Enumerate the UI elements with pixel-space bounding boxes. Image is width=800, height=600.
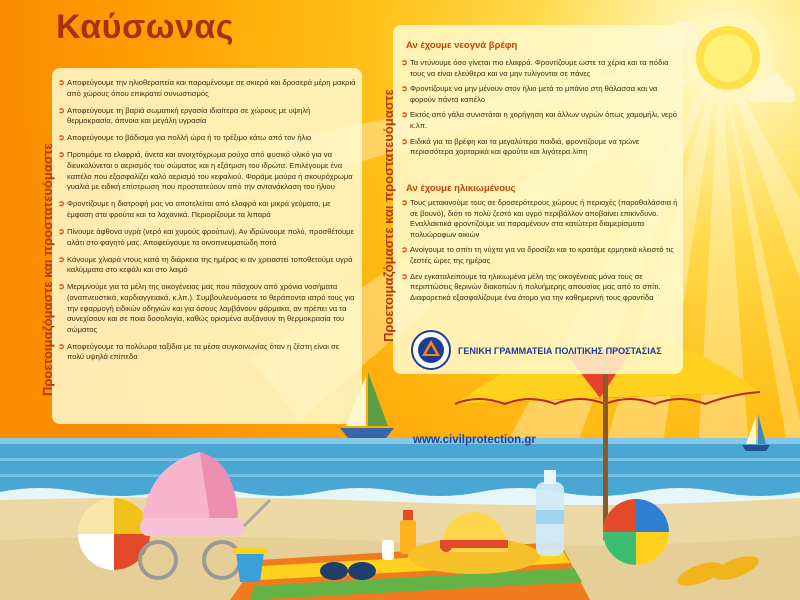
list-item-text: Τα ντύνουμε όσο γίνεται πιο ελαφρά. Φροντίζουμε ώστε τα χέρια και τα πόδια τους να είναι ελεύθερα και να μην τυλίγονται σε πάνες [410, 58, 669, 78]
arrow-bullet-icon: ➲ [401, 110, 408, 120]
list-item [401, 84, 679, 105]
vertical-heading-right: Προετοιμαζόμαστε και προστατευόμαστε [381, 89, 396, 342]
list-item-text: Εκτός από γάλα συνιστάται η χορήγηση και άλλων υγρών όπως χαμομήλι, νερό κ.λπ. [410, 110, 677, 130]
list-item [58, 255, 356, 276]
list-item-text: Κάνουμε χλιαρά ντους κατά τη διάρκεια της ημέρας κι αν χρειαστεί τοποθετούμε υγρά καλύμματα στο κεφάλι και στο λαιμό [67, 254, 353, 275]
arrow-bullet-icon: ➲ [58, 133, 65, 143]
list-item-text: Μεριμνούμε για τα μέλη της οικογένειας μας που πάσχουν από χρόνια νοσήματα (αναπνευστικά, καρδιαγγειακά, κ.λπ.). Συμβουλευόμαστε το θεράποντα ιατρό τους για την εφαρμογή ειδικών οδηγιών και για όσους λαμβάνουν φάρμακα, αν πρέπει να τα συνεχίσουν και σε ποια δοσολογία, καθώς ορισμένα αυξάνουν τη θερμοκρασία του σώματος [67, 282, 355, 334]
arrow-bullet-icon: ➲ [401, 58, 408, 67]
list-item [58, 342, 356, 363]
arrow-bullet-icon: ➲ [58, 78, 65, 87]
infants-heading: Αν έχουμε νεογνά βρέφη [406, 40, 518, 51]
list-item-text: Αποφεύγουμε τη βαριά σωματική εργασία ιδιαίτερα σε χώρους με υψηλή θερμοκρασία, άπνοια και μεγάλη υγρασία [67, 105, 311, 126]
list-item [401, 110, 679, 131]
list-item [58, 106, 356, 127]
list-item [401, 272, 679, 304]
list-item-text: Τους μετακινούμε τους σε δροσερότερους χώρους ή περιοχές (παραθαλάσσια ή σε βουνό), διότι το πολύ ζεστό και υγρό περιβάλλον αποβαίνει επικίνδυνο. Εναλλακτικά φροντίζουμε να παραμένουν στα κατώτερα διαμερίσματα πολυώροφων οικιών [410, 198, 678, 239]
arrow-bullet-icon: ➲ [401, 136, 408, 146]
list-item [401, 245, 679, 266]
list-item [401, 137, 679, 158]
civil-protection-logo [411, 330, 451, 370]
list-item-text: Αποφεύγουμε τα πολύωρα ταξίδια με τα μέσα συγκοινωνίας όταν η ζέστη είναι σε πολύ υψηλά επίπεδα [67, 341, 340, 362]
list-item [58, 133, 356, 144]
vertical-heading-left: Προετοιμαζόμαστε και προστατευόμαστε [40, 143, 55, 396]
list-item-text: Αποφεύγουμε την ηλιοθεραπεία και παραμένουμε σε σκιερά και δροσερά μέρη μακριά από χώρους όπου επικρατεί συνωστισμός [67, 78, 356, 98]
arrow-bullet-icon: ➲ [58, 254, 65, 264]
left-tips-list [58, 78, 356, 370]
organization-name: ΓΕΝΙΚΗ ΓΡΑΜΜΑΤΕΙΑ ΠΟΛΙΤΙΚΗΣ ΠΡΟΣΤΑΣΙΑΣ [458, 346, 662, 356]
list-item [58, 78, 356, 99]
arrow-bullet-icon: ➲ [58, 227, 65, 237]
list-item-text: Δεν εγκαταλείπουμε τα ηλικιωμένα μέλη της οικογένειας μόνα τους σε περιπτώσεις θερινών διακοπών ή πολυήμερης απουσίας μας από το σπίτι. Διαφορετικά εξασφαλίζουμε ένα άτομο για την καθημερινή τους φροντίδα [410, 271, 661, 302]
list-item [58, 282, 356, 335]
list-item-text: Ειδικά για τα βρέφη και τα μεγαλύτερα παιδιά, φροντίζουμε να τρώνε περισσότερα χορταρικά και φρούτα και λιγότερα λίπη [410, 136, 640, 157]
list-item-text: Αποφεύγουμε το βάδισμα για πολλή ώρα ή το τρέξιμο κάτω από τον ήλιο [67, 133, 312, 143]
list-item [401, 58, 679, 79]
beach-ball-icon [603, 499, 669, 565]
elderly-heading: Αν έχουμε ηλικιωμένους [406, 183, 516, 194]
page-title: Καύσωνας [56, 8, 234, 46]
list-item-text: Πίνουμε άφθονα υγρά (νερό και χυμούς φρούτων). Αν ιδρώνουμε πολύ, προσθέτουμε αλάτι στο φαγητό μας. Αποφεύγουμε τα οινοπνευματώδη ποτά [67, 227, 354, 247]
list-item-text: Φροντίζουμε να μην μένουν στον ήλιο μετά το μπάνιο στη θάλασσα και να φορούν πάντα καπέλο [410, 84, 658, 104]
arrow-bullet-icon: ➲ [58, 105, 65, 115]
list-item [58, 150, 356, 192]
elderly-tips-list [401, 198, 679, 308]
website-link[interactable]: www.civilprotection.gr [413, 434, 536, 446]
list-item-text: Φροντίζουμε η διατροφή μας να αποτελείται από ελαφρά και μικρά γεύματα, με έμφαση στα φρούτα και τα λαχανικά. Περιορίζουμε τα λιπαρά [67, 199, 331, 219]
arrow-bullet-icon: ➲ [401, 198, 408, 207]
arrow-bullet-icon: ➲ [58, 341, 65, 351]
arrow-bullet-icon: ➲ [401, 84, 408, 94]
arrow-bullet-icon: ➲ [58, 150, 65, 160]
infants-tips-list [401, 58, 679, 163]
list-item [58, 227, 356, 248]
arrow-bullet-icon: ➲ [58, 199, 65, 209]
list-item [401, 198, 679, 240]
list-item-text: Προτιμάμε τα ελαφριά, άνετα και ανοιχτόχρωμα ρούχα από φυσικό υλικό για να διευκολύνεται ο αερισμός του σώματος και η εξάτμιση του ιδρώτα. Επιλέγουμε ένα καπέλο που εξασφαλίζει καλό αερισμό του κεφαλιού. Φοράμε μαύρα ή σκουρόχρωμα γυαλιά με ειδική επίστρωση που προστατεύουν από την αντανάκλαση του ήλιου [67, 150, 353, 192]
arrow-bullet-icon: ➲ [58, 282, 65, 292]
sea [0, 438, 800, 505]
list-item [58, 199, 356, 220]
list-item-text: Ανοίγουμε το σπίτι τη νύχτα για να δροσίζει και το κρατάμε ερμητικά κλειστό τις ζεστές ώρες της ημέρας [410, 245, 674, 265]
arrow-bullet-icon: ➲ [401, 271, 408, 281]
sun-icon [682, 12, 774, 104]
arrow-bullet-icon: ➲ [401, 245, 408, 255]
